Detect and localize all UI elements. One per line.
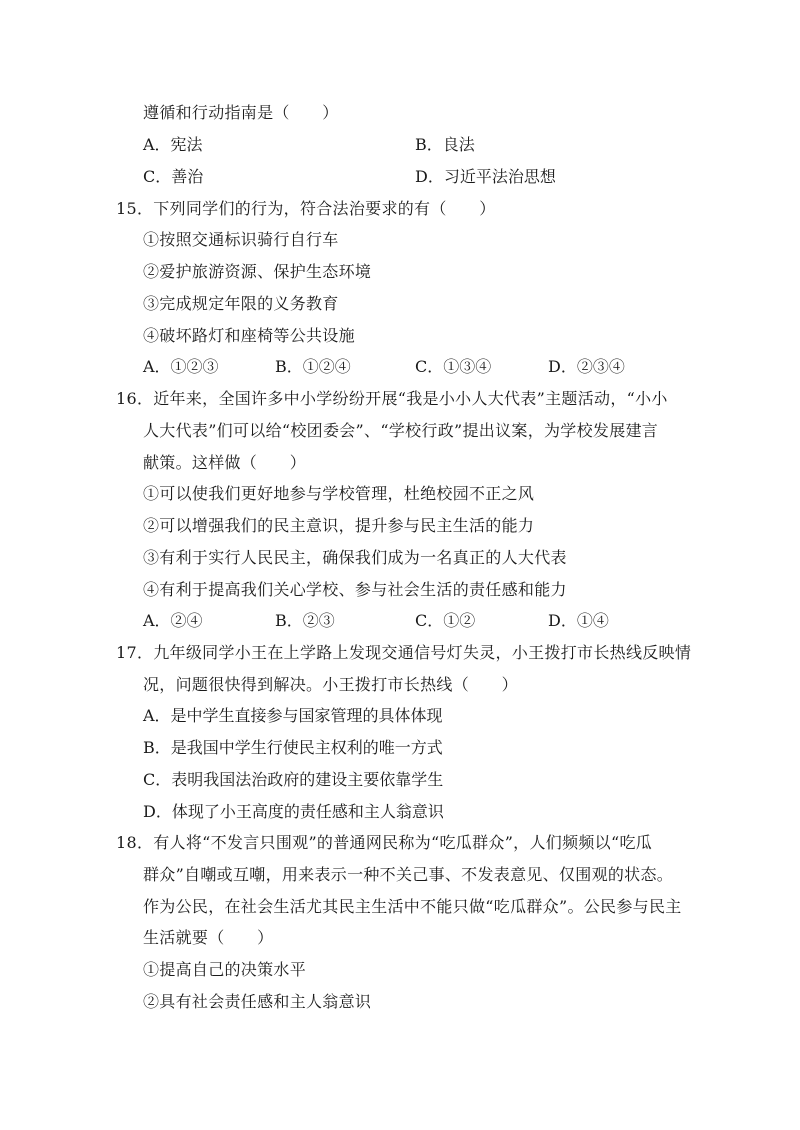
q14-option-c: C．善治: [143, 167, 204, 186]
q17-stem-line-2: 况，问题很快得到解决。小王拨打市长热线（ ）: [143, 675, 518, 694]
q16-option-a: A．②④: [143, 611, 203, 630]
q18-stem-line-4: 生活就要（ ）: [143, 928, 274, 947]
q18-item-2: ②具有社会责任感和主人翁意识: [143, 992, 372, 1011]
q14-option-b: B．良法: [415, 135, 475, 154]
q18-stem-line-1: 18．有人将“不发言只围观”的普通网民称为“吃瓜群众”，人们频频以“吃瓜: [116, 833, 653, 852]
q17-option-c: C．表明我国法治政府的建设主要依靠学生: [143, 770, 444, 789]
q16-stem-line-3: 献策。这样做（ ）: [143, 453, 307, 472]
q17-option-d: D．体现了小王高度的责任感和主人翁意识: [143, 802, 444, 821]
q15-item-2: ②爱护旅游资源、保护生态环境: [143, 262, 372, 281]
q14-option-a: A．宪法: [143, 135, 203, 154]
q16-stem-line-1: 16．近年来，全国许多中小学纷纷开展“我是小小人大代表”主题活动，“小小: [116, 389, 668, 408]
q16-item-1: ①可以使我们更好地参与学校管理，杜绝校园不正之风: [143, 484, 535, 503]
q15-item-1: ①按照交通标识骑行自行车: [143, 230, 339, 249]
q18-item-1: ①提高自己的决策水平: [143, 960, 307, 979]
q15-stem: 15．下列同学们的行为，符合法治要求的有（ ）: [116, 199, 496, 218]
q17-stem-line-1: 17．九年级同学小王在上学路上发现交通信号灯失灵，小王拨打市长热线反映情: [116, 643, 692, 662]
q15-option-b: B．①②④: [275, 357, 351, 376]
q16-option-d: D．①④: [548, 611, 609, 630]
q16-option-b: B．②③: [275, 611, 335, 630]
q17-option-a: A．是中学生直接参与国家管理的具体体现: [143, 706, 443, 725]
q15-item-3: ③完成规定年限的义务教育: [143, 294, 339, 313]
q17-option-b: B．是我国中学生行使民主权利的唯一方式: [143, 738, 443, 757]
q15-option-d: D．②③④: [548, 357, 625, 376]
q14-option-d: D．习近平法治思想: [415, 167, 556, 186]
q16-item-2: ②可以增强我们的民主意识，提升参与民主生活的能力: [143, 516, 535, 535]
q16-item-3: ③有利于实行人民民主，确保我们成为一名真正的人大代表: [143, 548, 567, 567]
q16-stem-line-2: 人大代表”们可以给“校团委会”、“学校行政”提出议案，为学校发展建言: [143, 421, 659, 440]
q18-stem-line-2: 群众”自嘲或互嘲，用来表示一种不关己事、不发表意见、仅围观的状态。: [143, 865, 674, 884]
q15-option-a: A．①②③: [143, 357, 219, 376]
q15-item-4: ④破坏路灯和座椅等公共设施: [143, 326, 355, 345]
q14-stem-tail: 遵循和行动指南是（ ）: [143, 103, 339, 122]
q15-option-c: C．①③④: [415, 357, 492, 376]
q16-option-c: C．①②: [415, 611, 476, 630]
q18-stem-line-3: 作为公民，在社会生活尤其民主生活中不能只做“吃瓜群众”。公民参与民主: [143, 897, 682, 916]
q16-item-4: ④有利于提高我们关心学校、参与社会生活的责任感和能力: [143, 580, 567, 599]
